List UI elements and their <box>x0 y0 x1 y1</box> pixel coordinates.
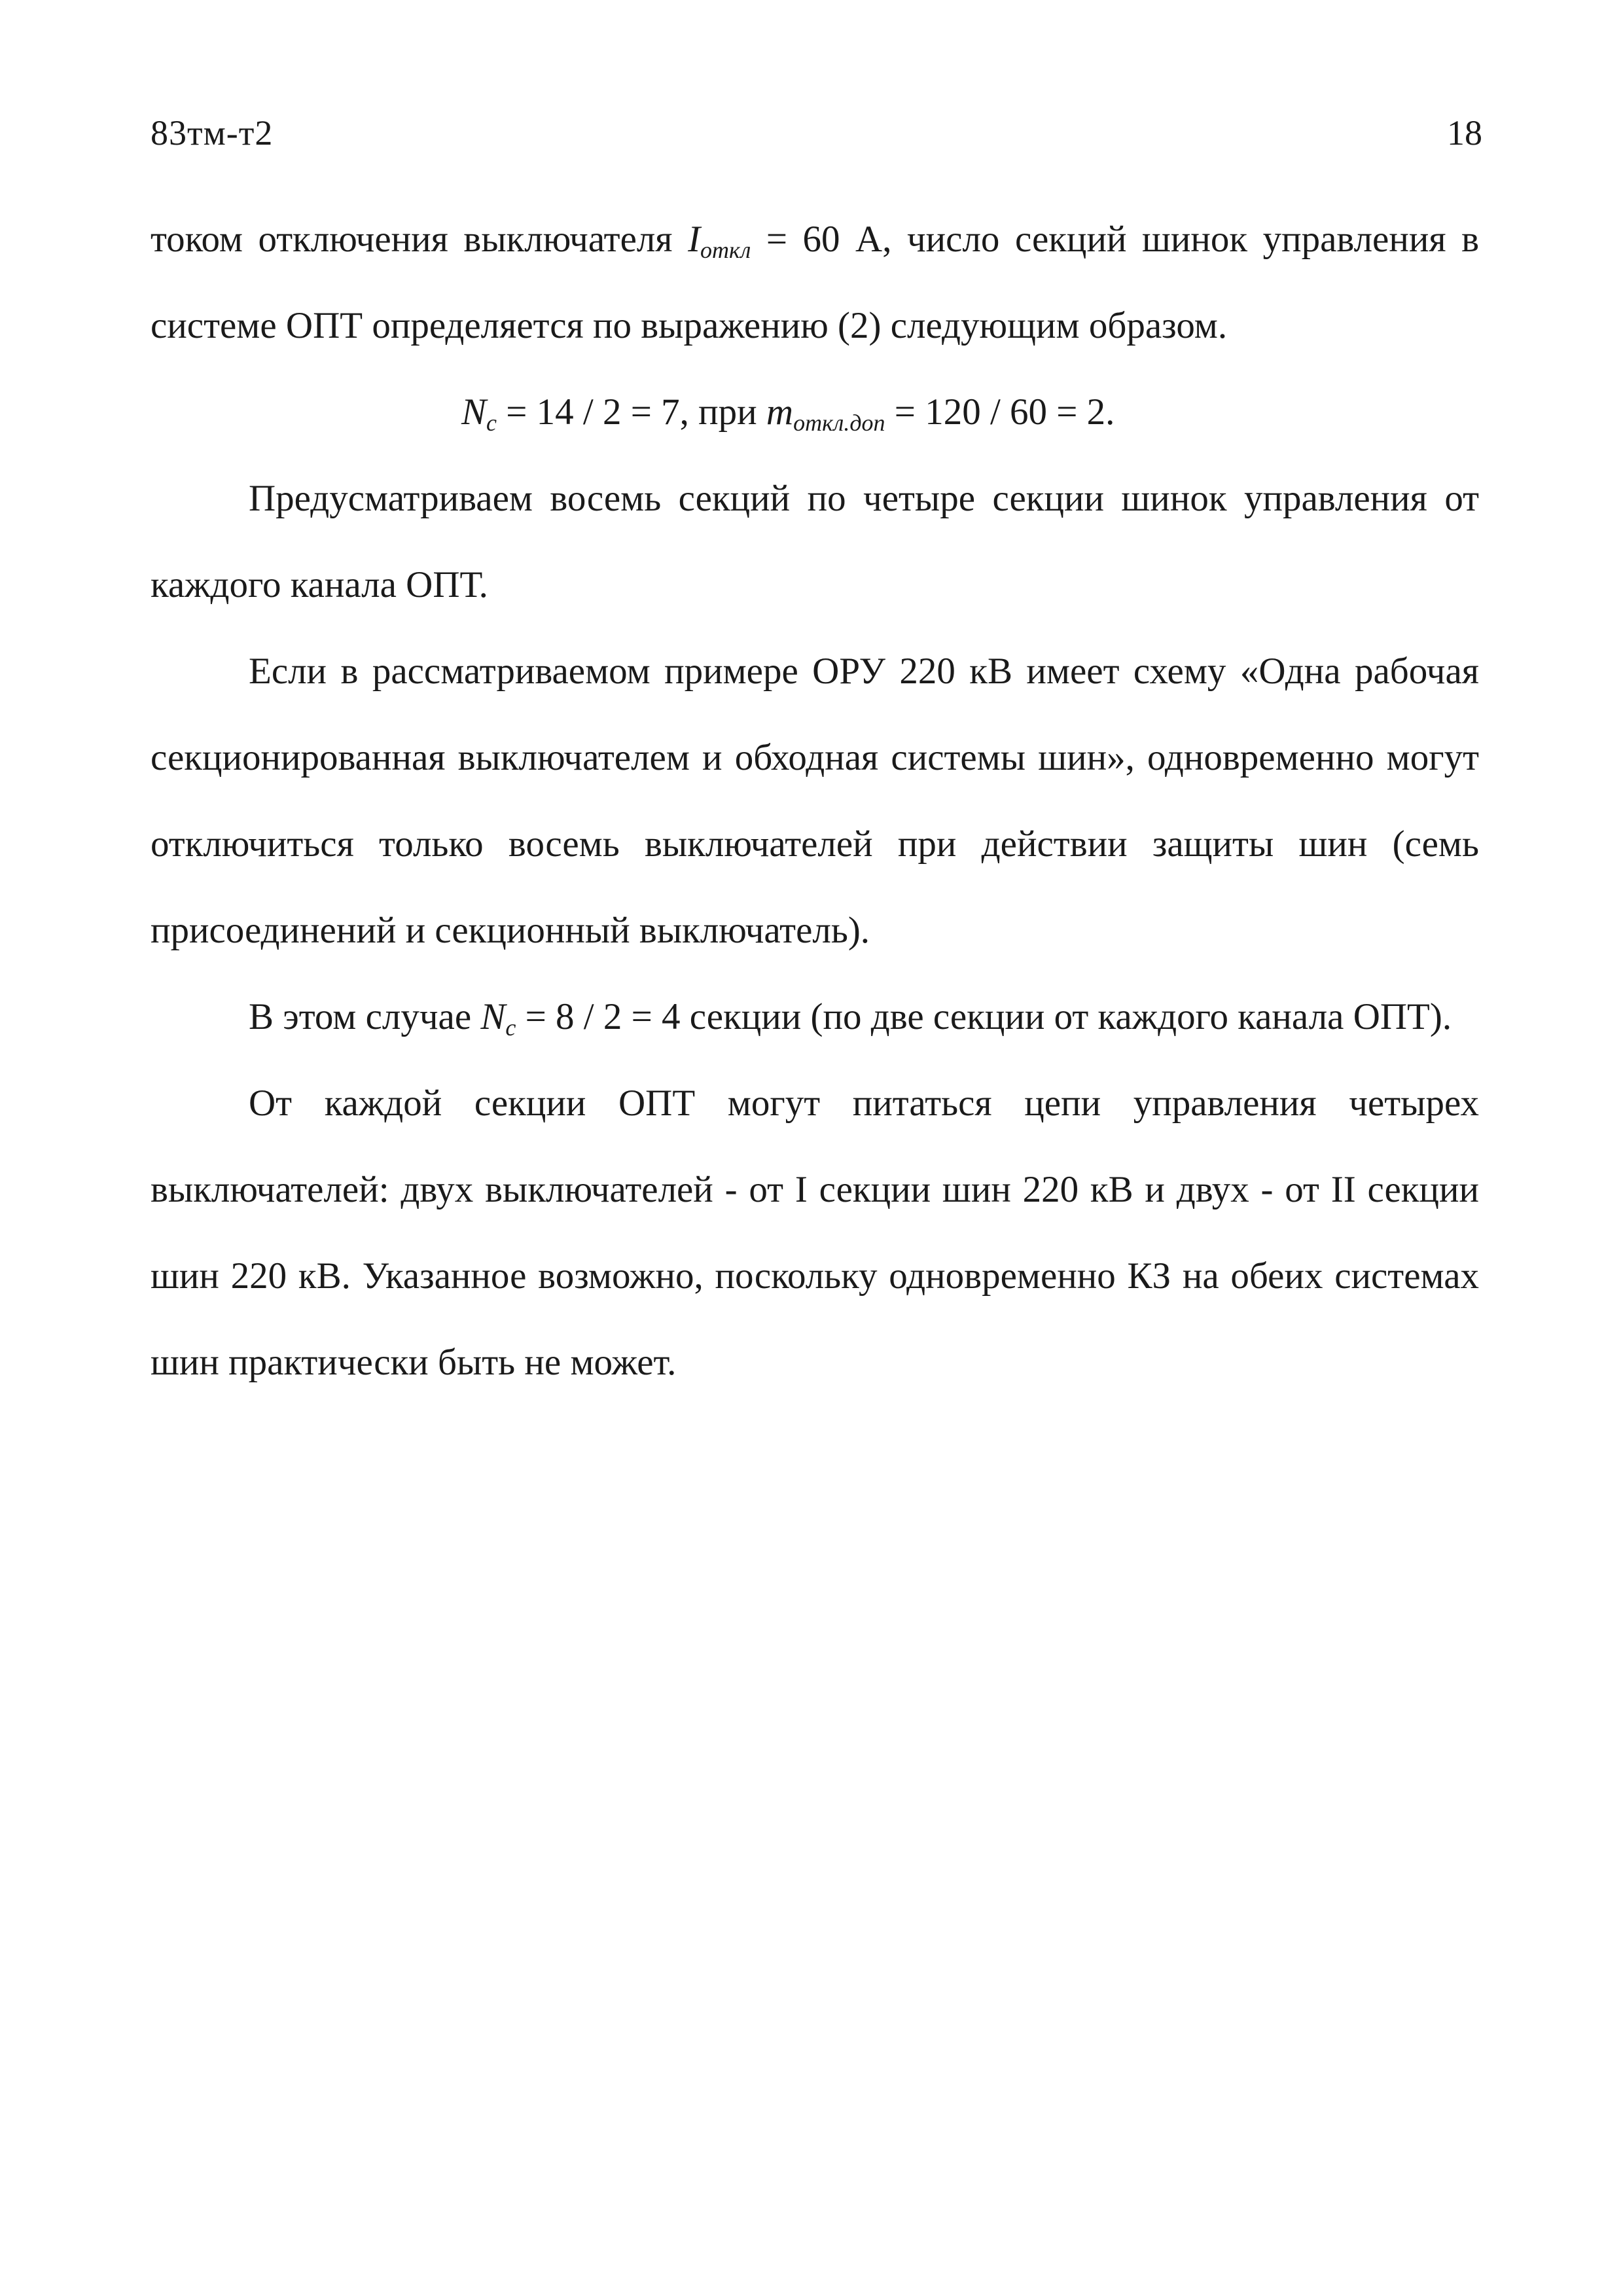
document-code: 83тм-т2 <box>151 113 274 152</box>
paragraph-2: Предусматриваем восемь секций по четыре секции шинок управления от каждого канала ОПТ. <box>151 478 1479 605</box>
paragraph-4-variable-n: N <box>480 996 506 1037</box>
formula-line <box>151 369 1479 456</box>
formula-variable-m-subscript: откл.доп <box>793 410 885 436</box>
formula-variable-m: m <box>766 391 794 433</box>
paragraph-4-variable-n-subscript: c <box>505 1014 516 1041</box>
document-body <box>151 196 1479 1406</box>
formula-text-b: = 120 / 60 = 2. <box>885 391 1115 433</box>
paragraph-5: От каждой секции ОПТ могут питаться цепи управления четырех выключателей: двух выключателей - от I секции шин 220 кВ и двух - от II секции шин 220 кВ. Указанное возможно, поскольку одновременно КЗ на обеих системах шин практически быть не может. <box>151 1083 1479 1383</box>
formula-variable-n-subscript: c <box>486 410 497 436</box>
current-variable: I <box>688 219 701 260</box>
page-number: 18 <box>1447 113 1482 152</box>
formula-text-a: = 14 / 2 = 7, при <box>497 391 766 433</box>
paragraph-4 <box>151 974 1479 1060</box>
paragraph-1-text-b: = 60 А, число секций шинок управления в системе ОПТ определяется по выражению (2) следующим образом. <box>151 219 1479 346</box>
paragraph-4-text-a: В этом случае <box>249 996 481 1037</box>
paragraph-4-text-b: = 8 / 2 = 4 секции (по две секции от каждого канала ОПТ). <box>516 996 1452 1037</box>
paragraph-1 <box>151 196 1479 369</box>
paragraph-1-text-a: током отключения выключателя <box>151 219 688 260</box>
paragraph-3: Если в рассматриваемом примере ОРУ 220 кВ имеет схему «Одна рабочая секционированная выключателем и обходная системы шин», одновременно могут отключиться только восемь выключателей при действии защиты шин (семь присоединений и секционный выключатель). <box>151 651 1479 951</box>
formula-variable-n: N <box>461 391 487 433</box>
current-variable-subscript: откл <box>700 237 751 263</box>
